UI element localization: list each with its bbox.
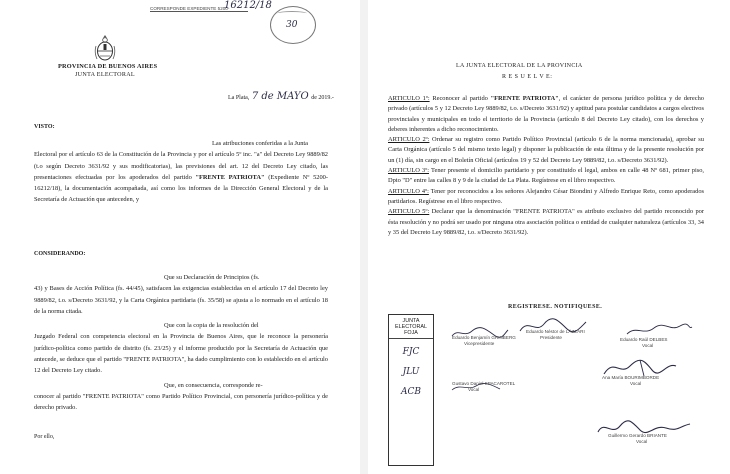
round-stamp-number: 30 [286, 20, 298, 30]
considerando-p3: conocer al partido "FRENTE PATRIOTA" como Partido Político Provincial, con personería jurídico-política y de derecho privado. [34, 392, 328, 412]
date-suffix: de 2019.- [311, 95, 334, 101]
article-label: ARTICULO 5º: [388, 208, 430, 216]
visto-indent: Las atribuciones conferidas a la Junta [212, 140, 308, 147]
party-name: "FRENTE PATRIOTA" [490, 95, 559, 102]
resuelve-heading: R E S U E L V E: [502, 74, 553, 80]
article-label: ARTICULO 3º: [388, 167, 430, 175]
closing-por-ello: Por ello, [34, 434, 55, 440]
considerando-p1: 43) y Bases de Acción Política (fs. 44/45), satisfacen las exigencias establecidas en el artículo 17 del Decreto ley 9889/82, t.o. s/Decreto 3631/92, y la Carta Orgánica partidaria (fs. 35/58) se ajusta a lo normado en el artículo 18 de la norma citada. [34, 285, 328, 315]
foja-initials-1: FJC [402, 347, 420, 357]
date-line [228, 91, 334, 102]
header-province: PROVINCIA DE BUENOS AIRES [58, 63, 158, 70]
foja-stamp-line2: ELECTORAL [395, 324, 427, 330]
closing-registrese: REGISTRESE. NOTIFIQUESE. [508, 304, 603, 310]
foja-stamp-box [388, 314, 434, 466]
article-2: ARTICULO 2º: Ordenar su registro como Partido Político Provincial (artículo 6 de la norma mencionada), aprobar su Carta Orgánica (artículo 5 del mismo texto legal) y disponer la publicación de esta última y de la presente resolución por un (1) día, sin cargo en el Boletín Oficial (artículos 19 y 52 del Decreto Ley 9889/82, t.o. s/Decreto 3631/92). [388, 136, 704, 164]
header-board: JUNTA ELECTORAL [75, 72, 135, 78]
expediente-handwritten: 16212/18 [224, 0, 272, 11]
signatory-vicepresident-name: Eduardo Benjamín GRINBERG [452, 335, 516, 340]
page-gutter [360, 0, 368, 474]
articles [388, 94, 704, 238]
round-stamp [270, 6, 316, 44]
visto-heading: VISTO: [34, 124, 55, 130]
article-1: ARTICULO 1º: Reconocer al partido "FRENTE PATRIOTA", el carácter de persona jurídico política y de derecho privado (artículos 5 y 12 Decreto Ley 9889/82, t.o. s/Decreto 3631/92) y aptitud para postular candidatos a cargos electivos provinciales y municipales en todo el territorio de la Provincia (artículo 8 del Decreto Ley citado), con los derechos y deberes inherentes a dicho reconocimiento. [388, 95, 704, 133]
date-prefix: La Plata, [228, 95, 250, 101]
expediente-stamp-label: CORRESPONDE EXPEDIENTE 5200- [150, 6, 230, 11]
visto-text [34, 138, 328, 206]
signatory-delbes-role: Vocal [642, 343, 654, 348]
party-name: "FRENTE PATRIOTA" [195, 173, 265, 181]
considerando-text [34, 272, 328, 414]
signatory-spacarotel-role: Vocal [468, 387, 480, 392]
considerando-p2-indent: Que con la copia de la resolución del [164, 322, 259, 330]
signatory-president-role: Presidente [540, 335, 562, 340]
resolution-title: LA JUNTA ELECTORAL DE LA PROVINCIA [456, 63, 583, 69]
signatory-vicepresident-role: Vicepresidente [464, 341, 495, 346]
considerando-p2: Juzgado Federal con competencia electoral en la Provincia de Buenos Aires, que le reconoce la personería jurídico-política como partido de distrito (fs. 23/25) y el informe producido por la Secretaría de Actuación que antecede, se deduce que el partido "FRENTE PATRIOTA", ha dado cumplimiento con lo establecido en el artículo 12 del Decreto Ley citado. [34, 333, 328, 375]
foja-initials-2: JLU [402, 367, 420, 377]
visto-body: Electoral por el artículo 63 de la Constitución de la Provincia y por el artículo 5º inc. "a" del Decreto Ley 9889/82 (t.o según Decreto 3631/92 y sus modificatorias), las previsiones del art. 12 del Decreto Ley citado, las presentaciones efectuadas por los apoderados del partido [34, 151, 328, 181]
left-page [0, 0, 360, 474]
visto-body-2: (Expediente Nº 5200-16212/18), la documentación acompañada, así como los informes de la Dirección General Electoral y de la Secretaría de Actuación que anteceden, y [34, 173, 328, 204]
signatory-delbes-name: Eduardo Raúl DELBES [620, 337, 668, 342]
article-label: ARTICULO 4º: [388, 187, 429, 195]
considerando-p1-indent: Que su Declaración de Principios (fs. [164, 274, 260, 281]
article-5: ARTICULO 5º: Declarar que la denominación "FRENTE PATRIOTA" es atributo exclusivo del partido reconocido por ésta resolución y no podrá ser usado por ninguna otra asociación política o entidad de cualquier naturaleza (artículos 33, 34 y 35 del Decreto Ley 9889/82, t.o. s/Decreto 3631/92). [388, 208, 704, 236]
considerando-p3-indent: Que, en consecuencia, corresponde re- [164, 381, 263, 389]
article-3: ARTICULO 3º: Tener presente el domicilio partidario y por constituido el legal, ambos en calle 48 Nº 681, primer piso, Dpto "D" entre las calles 8 y 9 de la ciudad de La Plata. Regístrese en el libro respectivo. [388, 167, 704, 185]
foja-stamp-line1: JUNTA [402, 318, 420, 324]
signatory-briante-role: Vocal [636, 439, 648, 444]
signatory-bourimborde-role: Vocal [630, 381, 642, 386]
article-label: ARTICULO 1º: [388, 95, 430, 102]
article-label: ARTICULO 2º: [388, 136, 430, 144]
signatory-spacarotel-name: Gustavo Daniel SPACAROTEL [452, 381, 516, 386]
foja-stamp-line3: FOJA [404, 330, 418, 336]
coat-of-arms-icon [94, 34, 116, 62]
article-4: ARTICULO 4º: Tener por reconocidos a los señores Alejandro César Biondini y Alfredo Enrique Reto, como apoderados partidarios. Regístrese en el libro respectivo. [388, 187, 704, 205]
signature-delbes-icon [624, 322, 694, 338]
signatory-bourimborde-name: Ana María BOURIMBORDE [602, 375, 660, 380]
right-page [368, 0, 730, 474]
signatory-briante-name: Guillermo Gerardo BRIANTE [608, 433, 667, 438]
signatory-president-name: Eduardo Néstor de LÁZZARI [526, 329, 585, 334]
foja-initials-3: ACB [401, 387, 421, 397]
date-handwritten: 7 de MAYO [251, 91, 309, 102]
considerando-heading: CONSIDERANDO: [34, 251, 86, 257]
